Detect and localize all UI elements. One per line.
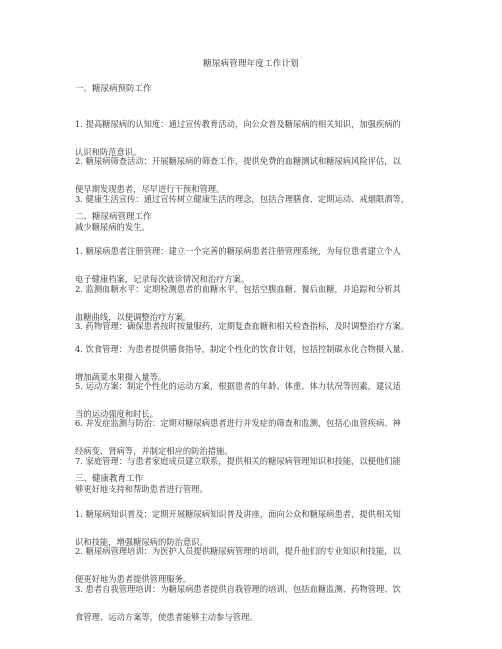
paragraph-line: 3. 患者自我管理培训：为糖尿病患者提供自我管理的培训，包括血糖监测、药物管理、饮: [75, 584, 401, 594]
paragraph-line: 6. 并发症监测与防治：定期对糖尿病患者进行并发症的筛查和监测，包括心血管疾病、神: [75, 418, 401, 428]
paragraph-line: 增加蔬菜水果摄入量等。: [75, 372, 167, 382]
paragraph-line: 便更好地为患者提供管理服务。: [75, 574, 192, 584]
paragraph-line: 4. 饮食管理：为患者提供膳食指导，制定个性化的饮食计划，包括控制碳水化合物摄入量、: [75, 344, 410, 354]
paragraph-line: 2. 监测血糖水平：定期检测患者的血糖水平，包括空腹血糖、餐后血糖，并追踪和分析其: [75, 284, 401, 294]
paragraph-line: 2. 糖尿病管理培训：为医护人员提供糖尿病管理的培训，提升他们的专业知识和技能，以: [75, 546, 401, 556]
paragraph-line: 5. 运动方案：制定个性化的运动方案，根据患者的年龄、体重、体力状况等因素，建议适: [75, 381, 401, 391]
paragraph-line: 3. 健康生活宣传：通过宣传树立健康生活的理念，包括合理膳食、定期运动、戒烟限酒等，: [75, 194, 410, 204]
paragraph-line: 2. 糖尿病筛查活动：开展糖尿病的筛查工作，提供免费的血糖测试和糖尿病风险评估，以: [75, 156, 401, 166]
paragraph-line: 便早期发现患者，尽早进行干预和管理。: [75, 184, 225, 194]
paragraph-line: 1. 糖尿病患者注册管理：建立一个完善的糖尿病患者注册管理系统，为每位患者建立个人: [75, 246, 401, 256]
paragraph-line: 认识和防范意识。: [75, 147, 142, 157]
paragraph-line: 血糖曲线，以便调整治疗方案。: [75, 312, 192, 322]
paragraph-line: 够更好地支持和帮助患者进行管理。: [75, 484, 208, 494]
paragraph-line: 3. 药物管理：确保患者按时按量服药，定期复查血糖和相关检查指标，及时调整治疗方案。: [75, 321, 410, 331]
paragraph-line: 1. 提高糖尿病的认知度：通过宣传教育活动，向公众普及糖尿病的相关知识，加强疾病的: [75, 119, 401, 129]
paragraph-line: 1. 糖尿病知识普及：定期开展糖尿病知识普及讲座，面向公众和糖尿病患者，提供相关知: [75, 509, 401, 519]
paragraph-line: 识和技能，增强糖尿病的防治意识。: [75, 537, 208, 547]
paragraph-line: 食管理、运动方案等，使患者能够主动参与管理。: [75, 612, 258, 622]
section-heading-prevention: 一、糖尿病预防工作: [75, 84, 152, 94]
paragraph: [75, 568, 430, 638]
paragraph-line: 7. 家庭管理：与患者家庭成员建立联系，提供相关的糖尿病管理知识和技能，以便他们能: [75, 456, 401, 466]
section-heading-management: 二、糖尿病管理工作: [75, 212, 152, 222]
section-heading-education: 三、健康教育工作: [75, 474, 144, 484]
paragraph-line: 电子健康档案，记录每次就诊情况和治疗方案。: [75, 274, 250, 284]
paragraph-line: 减少糖尿病的发生。: [75, 222, 150, 232]
document-title: 糖尿病管理年度工作计划: [203, 59, 299, 69]
paragraph-line: 经病变、肾病等，并制定相应的防治措施。: [75, 446, 233, 456]
paragraph-line: 当的运动强度和时长。: [75, 409, 158, 419]
